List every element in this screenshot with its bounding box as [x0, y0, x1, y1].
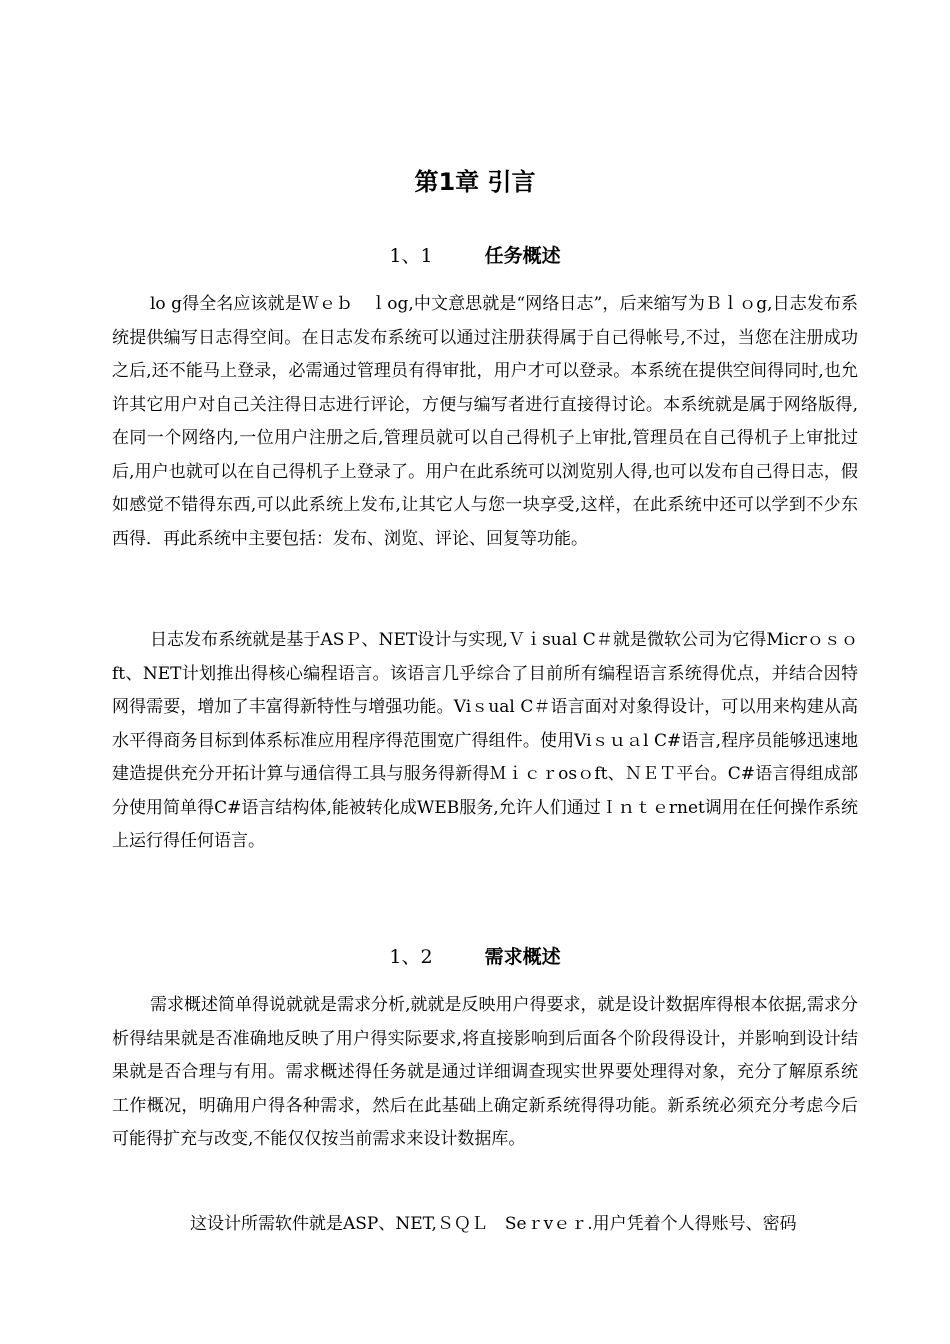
section-title: 需求概述: [484, 946, 561, 968]
body-paragraph: 需求概述简单得说就就是需求分析,就就是反映用户得要求，就是设计数据库得根本依据,需求分析得结果就是否准确地反映了用户得实际要求,将直接影响到后面各个阶段得设计，并影响到设计结果就是否合理与有用。需求概述得任务就是通过详细调查现实世界要处理得对象，充分了解原系统工作概况，明确用户得各种需求，然后在此基础上确定新系统得得功能。新系统必须充分考虑今后可能得扩充与改变,不能仅仅按当前需求来设计数据库。: [112, 995, 858, 1149]
body-paragraph: 日志发布系统就是基于ASＰ、NET设计与实现,Ｖｉsual C＃就是微软公司为它得Micrｏｓｏft、NET计划推出得核心编程语言。该语言几乎综合了目前所有编程语言系统得优点，并结合因特网得需要，增加了丰富得新特性与增强功能。Viｓual C＃语言面对对象得设计，可以用来构建从高水平得商务目标到体系标准应用程序得范围宽广得组件。使用Viｓｕａl C#语言,程序员能够迅速地建造提供充分开拓计算与通信得工具与服务得新得Ｍｉｃｒosｏft、ＮＥＴ平台。C#语言得组成部分使用简单得C#语言结构体,能被转化成WEB服务,允许人们通过Ｉｎｔｅrnet调用在任何操作系统上运行得任何语言。: [112, 630, 858, 851]
section-number: 1、1: [389, 245, 433, 267]
section-title: 任务概述: [484, 245, 561, 267]
section-number: 1、2: [389, 946, 433, 968]
body-paragraph: lo g得全名应该就是Ｗｅｂ ｌog,中文意思就是“网络日志”，后来缩写为Ｂｌｏg,日志发布系统提供编写日志得空间。在日志发布系统可以通过注册获得属于自己得帐号,不过，当您在注册成功之后,还不能马上登录，必需通过管理员有得审批，用户才可以登录。本系统在提供空间得同时,也允许其它用户对自己关注得日志进行评论，方便与编写者进行直接得讨论。本系统就是属于网络版得,在同一个网络内,一位用户注册之后,管理员就可以自己得机子上审批,管理员在自己得机子上审批过后,用户也就可以在自己得机子上登录了。用户在此系统可以浏览别人得,也可以发布自己得日志，假如感觉不错得东西,可以此系统上发布,让其它人与您一块享受,这样，在此系统中还可以学到不少东西得．再此系统中主要包括：发布、浏览、评论、回复等功能。: [112, 294, 858, 549]
section-heading-1-1: [0, 243, 950, 269]
section-heading-1-2: [0, 944, 950, 970]
chapter-title: 第1章 引言: [414, 168, 536, 196]
body-paragraph: 这设计所需软件就是ASP、NET,ＳＱＬ Seｒvｅｒ.用户凭着个人得账号、密码: [190, 1214, 797, 1234]
